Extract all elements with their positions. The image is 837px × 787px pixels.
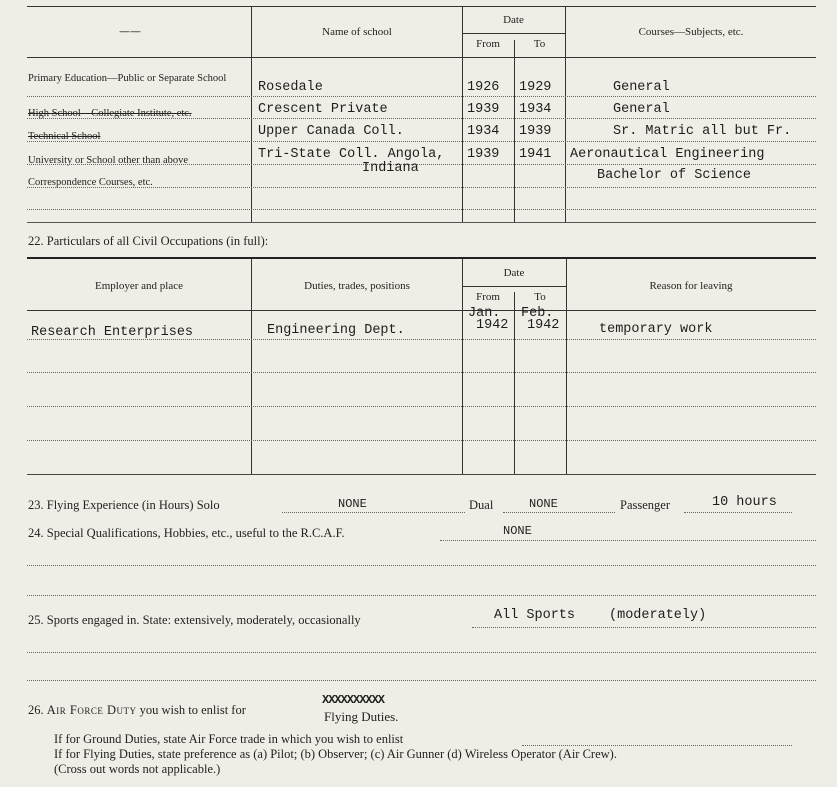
civil-header-date: Date [503,267,525,279]
civil-header-reason: Reason for leaving [649,280,733,292]
from-year: 1942 [476,318,509,333]
course-technical: Sr. Matric all but Fr. [613,124,792,139]
education-header-courses: Courses—Subjects, etc. [638,26,744,38]
from-technical: 1934 [467,124,500,139]
education-header-from: From [476,38,500,50]
course-university: Aeronautical Engineering [570,147,765,162]
from-primary: 1926 [467,80,500,95]
q24-label: 24. Special Qualifications, Hobbies, etc., useful to the R.C.A.F. [28,526,345,540]
dual-hours: NONE [529,497,558,511]
school-university: Tri-State Coll. Angola, [258,147,445,162]
education-row-label-correspondence: Correspondence Courses, etc. [28,177,153,188]
civil-header-duties: Duties, trades, positions [304,280,410,292]
school-technical: Upper Canada Coll. [258,124,404,139]
from-month: Jan. [468,306,501,321]
to-university: 1941 [519,147,552,162]
q26-label-rest: you wish to enlist for [139,703,246,717]
duties-engineering: Engineering Dept. [267,323,405,338]
to-year: 1942 [527,318,560,333]
from-university: 1939 [467,147,500,162]
dual-label: Dual [469,498,494,512]
q26-label [28,703,246,718]
course-high: General [613,102,670,117]
to-technical: 1939 [519,124,552,139]
sports-value: All Sports [494,608,576,623]
q23-label: 23. Flying Experience (in Hours) Solo [28,498,220,512]
civil-header-employer: Employer and place [95,280,183,292]
to-month: Feb. [521,306,554,321]
education-header-school: Name of school [322,26,392,38]
q26-cross-out-note: (Cross out words not applicable.) [54,762,221,776]
to-primary: 1929 [519,80,552,95]
civil-header-to: To [534,291,546,303]
q25-label: 25. Sports engaged in. State: extensively, moderately, occasionally [28,613,361,627]
reason-temporary: temporary work [599,322,713,337]
q26-label-caps: Air Force Duty [46,703,137,717]
q26-flying-instruction: If for Flying Duties, state preference as (a) Pilot; (b) Observer; (c) Air Gunner (d) Wireless Operator (Air Crew). [54,747,617,761]
school-high: Crescent Private [258,102,388,117]
education-row-label-technical: Technical School [28,131,101,142]
q26-number: 26. [28,703,44,717]
special-qualifications-value: NONE [503,524,532,538]
education-header-date: Date [503,14,524,26]
crossed-out-ground-duties: XXXXXXXXXX [322,693,385,707]
education-header-to: To [533,38,546,50]
civil-occupations-title: 22. Particulars of all Civil Occupations (in full): [28,234,269,248]
passenger-hours: 10 hours [712,495,777,510]
employer-research-enterprises: Research Enterprises [31,325,194,340]
education-header-blank: —— [119,25,141,38]
q26-ground-instruction: If for Ground Duties, state Air Force trade in which you wish to enlist [54,732,404,746]
solo-hours: NONE [338,497,367,511]
passenger-label: Passenger [620,498,670,512]
sports-frequency: (moderately) [609,608,707,623]
course-primary: General [613,80,670,95]
education-row-label-high-school: High School—Collegiate Institute, etc. [28,108,192,119]
education-row-label-university: University or School other than above [28,155,189,166]
civil-header-from: From [476,291,500,303]
school-primary: Rosedale [258,80,323,95]
school-university-cont: Indiana [362,161,419,176]
duty-preference-value: Flying Duties. [324,709,399,724]
from-high: 1939 [467,102,500,117]
education-row-label-primary: Primary Education—Public or Separate School [28,73,227,84]
course-degree: Bachelor of Science [597,168,751,183]
to-high: 1934 [519,102,552,117]
